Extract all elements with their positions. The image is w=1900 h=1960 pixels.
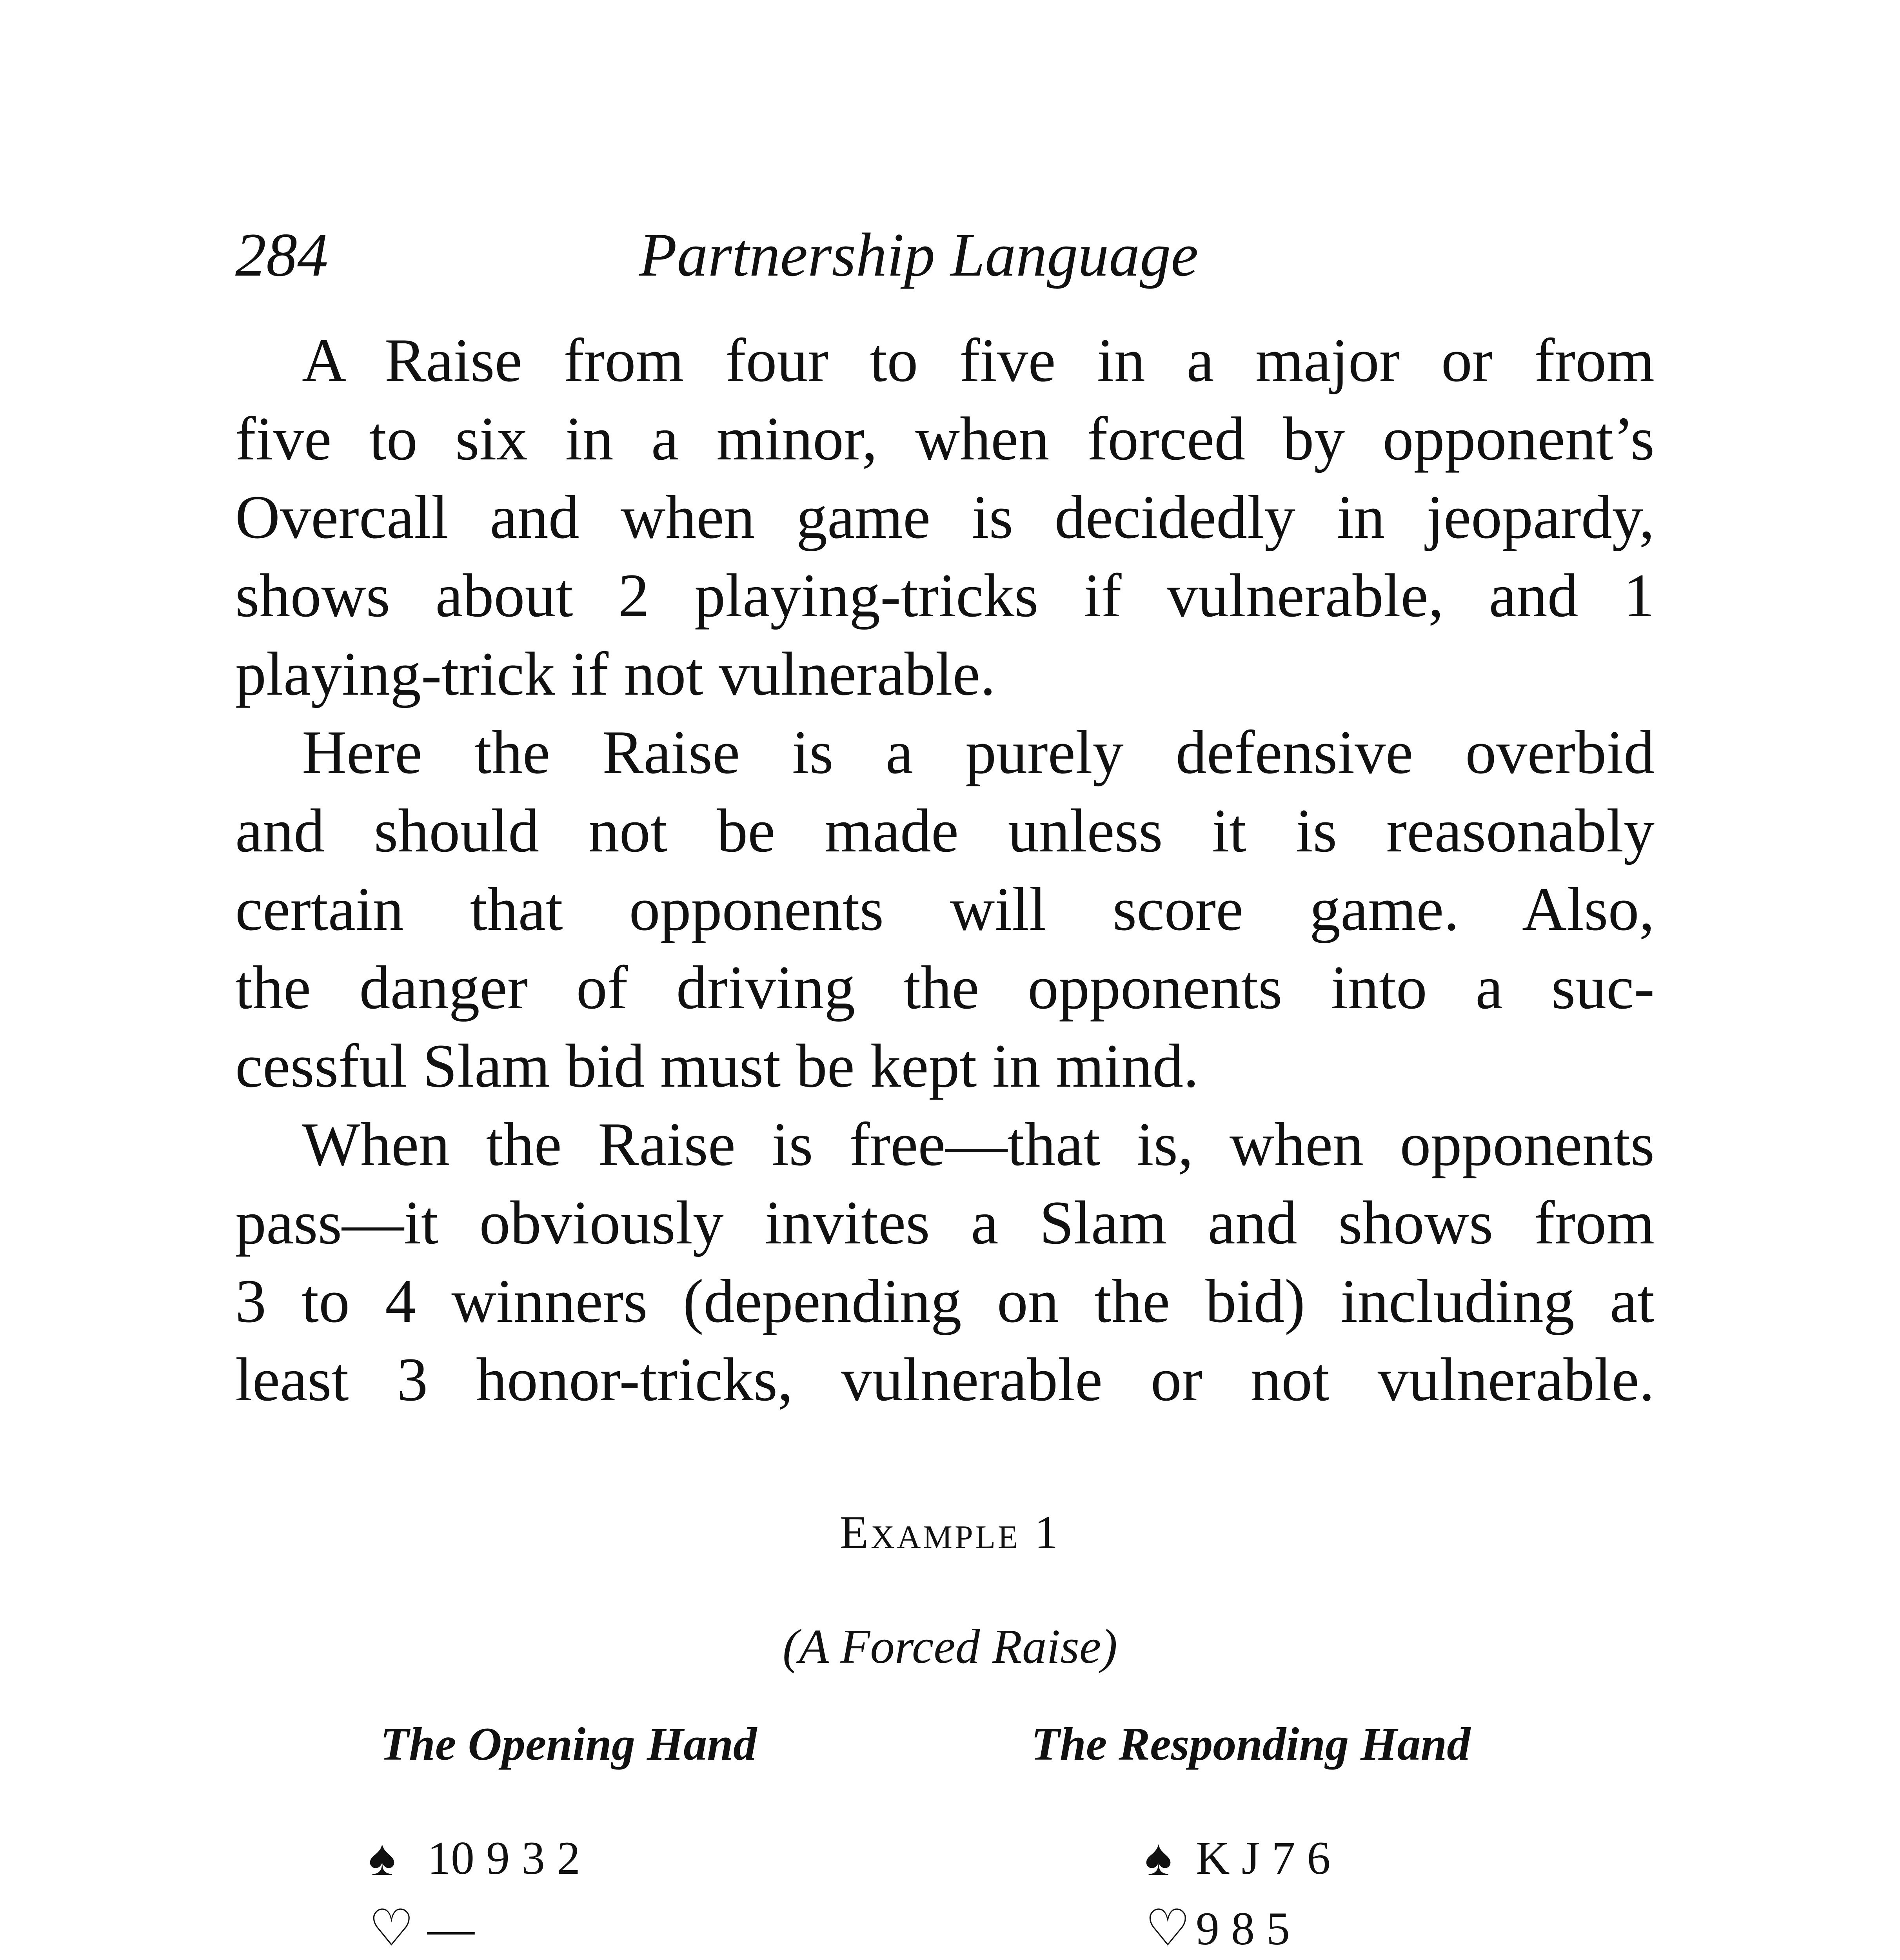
heart-icon: ♡ [1145, 1900, 1191, 1957]
paragraph-line: least 3 honor-tricks, vulnerable or not vulnerable. [235, 1345, 1655, 1414]
paragraph-line: playing-trick if not vulnerable. [235, 640, 996, 708]
running-title: Partnership Language [639, 221, 1199, 289]
example-subtitle: (A Forced Raise) [783, 1620, 1117, 1674]
responding-hand [1145, 1823, 1330, 1960]
paragraph-line: and should not be made unless it is reasonably [235, 797, 1655, 865]
example-title: Example 1 [839, 1506, 1061, 1558]
responding-hearts: 9 8 5 [1196, 1902, 1290, 1955]
paragraph-line: Here the Raise is a purely defensive overbid [302, 718, 1655, 787]
responding-hand-label: The Responding Hand [1031, 1718, 1471, 1770]
paragraph-line: 3 to 4 winners (depending on the bid) including at [235, 1267, 1655, 1336]
paragraph-2 [235, 713, 1655, 1105]
spades-row [369, 1823, 750, 1893]
hearts-row [1145, 1893, 1330, 1960]
heart-icon: ♡ [369, 1900, 414, 1957]
opening-hand [369, 1823, 750, 1960]
paragraph-line: pass—it obviously invites a Slam and shows from [235, 1189, 1655, 1257]
paragraph-3 [235, 1105, 1655, 1419]
opening-hearts: — [427, 1902, 474, 1955]
spades-row [1145, 1823, 1330, 1893]
opening-spades: 10 9 3 2 [427, 1832, 580, 1884]
paragraph-line: five to six in a minor, when forced by opponent’s [235, 405, 1655, 473]
paragraph-line: A Raise from four to five in a major or from [302, 326, 1655, 395]
paragraph-1 [235, 321, 1655, 713]
paragraph-line: certain that opponents will score game. Also, [235, 875, 1655, 944]
paragraph-line: When the Raise is free—that is, when opponents [302, 1110, 1655, 1179]
opening-hand-label: The Opening Hand [380, 1718, 757, 1770]
hearts-row [369, 1893, 750, 1960]
responding-spades: K J 7 6 [1196, 1832, 1331, 1884]
paragraph-line: cessful Slam bid must be kept in mind. [235, 1032, 1199, 1100]
paragraph-line: shows about 2 playing-tricks if vulnerable, and 1 [235, 561, 1655, 630]
page-number: 284 [235, 221, 328, 289]
spade-icon: ♠ [369, 1830, 396, 1886]
paragraph-line: Overcall and when game is decidedly in jeopardy, [235, 483, 1655, 552]
paragraph-line: the danger of driving the opponents into a suc- [235, 953, 1655, 1022]
spade-icon: ♠ [1145, 1830, 1172, 1886]
